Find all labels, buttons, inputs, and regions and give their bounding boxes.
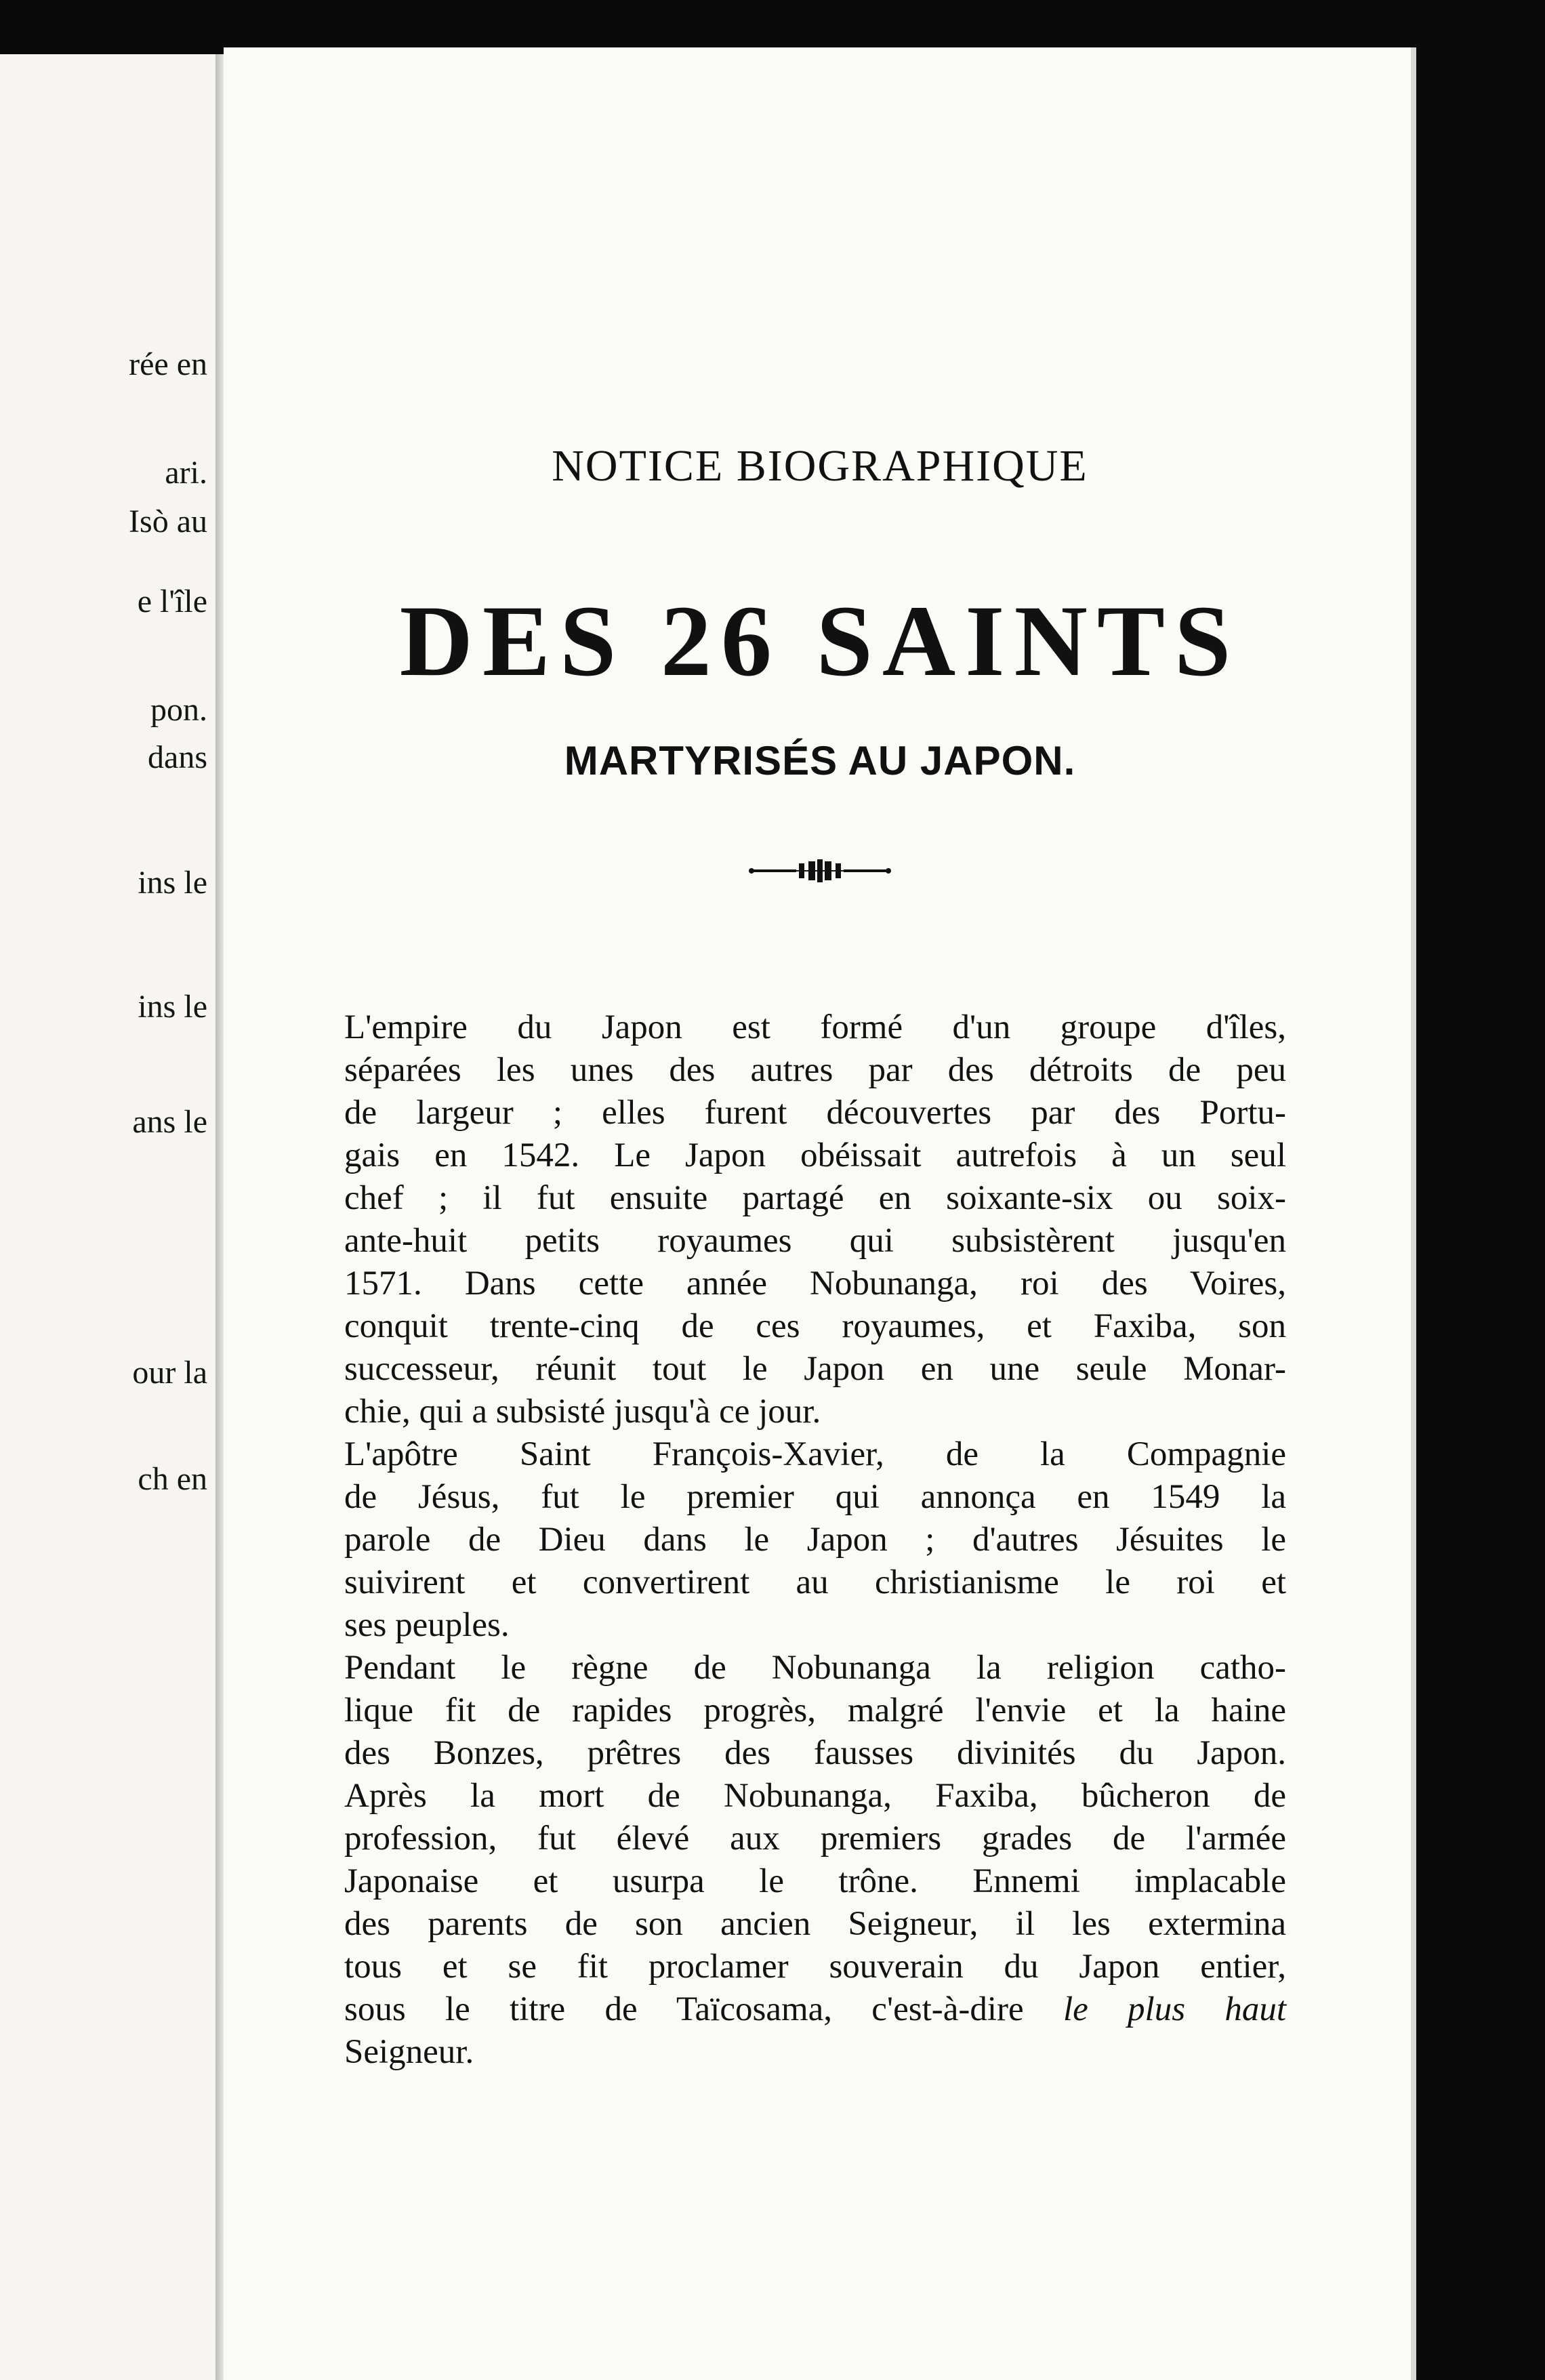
- text-line: Après la mort de Nobunanga, Faxiba, bûcheron de: [344, 1777, 1286, 1815]
- text-line: L'empire du Japon est formé d'un groupe d'îles,: [344, 1008, 1286, 1046]
- text-line: 1571. Dans cette année Nobunanga, roi des Voires,: [344, 1265, 1286, 1302]
- paragraph-2: [344, 1433, 1286, 1647]
- main-page: [224, 47, 1416, 2380]
- text-line: des parents de son ancien Seigneur, il les extermina: [344, 1905, 1286, 1943]
- ornament-divider-icon: [224, 859, 1416, 886]
- left-page-line: ari.: [165, 455, 207, 491]
- left-page-line: dans: [148, 739, 207, 775]
- paragraph-1: [344, 1006, 1286, 1433]
- text-line: des Bonzes, prêtres des fausses divinités du Japon.: [344, 1734, 1286, 1772]
- paragraph-3: [344, 1647, 1286, 2074]
- text-line: ante-huit petits royaumes qui subsistèrent jusqu'en: [344, 1222, 1286, 1260]
- left-page-line: ans le: [132, 1104, 207, 1140]
- text-line: conquit trente-cinq de ces royaumes, et Faxiba, son: [344, 1307, 1286, 1345]
- book-gutter: [215, 54, 224, 2380]
- text-line: parole de Dieu dans le Japon ; d'autres Jésuites le: [344, 1521, 1286, 1559]
- text-line: ses peuples.: [344, 1606, 510, 1644]
- text-line: Seigneur.: [344, 2033, 474, 2071]
- text-line: chie, qui a subsisté jusqu'à ce jour.: [344, 1393, 821, 1431]
- text-line: chef ; il fut ensuite partagé en soixante-six ou soix-: [344, 1179, 1286, 1217]
- left-page-line: rée en: [129, 346, 207, 382]
- text-line: lique fit de rapides progrès, malgré l'envie et la haine: [344, 1691, 1286, 1729]
- facing-page-fragment: [0, 54, 215, 2380]
- page-edge: [1411, 47, 1416, 2380]
- text-line: suivirent et convertirent au christianisme le roi et: [344, 1563, 1286, 1601]
- text-line: tous et se fit proclamer souverain du Japon entier,: [344, 1948, 1286, 1986]
- text-fragment: sous le titre de Taïcosama, c'est-à-dire: [344, 1990, 1024, 2028]
- text-line: Japonaise et usurpa le trône. Ennemi implacable: [344, 1862, 1286, 1900]
- body-text: [344, 1006, 1286, 2074]
- text-line: [344, 1988, 1286, 2031]
- left-page-line: ch en: [138, 1461, 207, 1497]
- text-line: profession, fut élevé aux premiers grades de l'armée: [344, 1820, 1286, 1858]
- text-line: de largeur ; elles furent découvertes par des Portu-: [344, 1094, 1286, 1132]
- text-line: gais en 1542. Le Japon obéissait autrefois à un seul: [344, 1136, 1286, 1174]
- left-page-line: ins le: [138, 865, 207, 901]
- left-page-line: ins le: [138, 989, 207, 1025]
- text-line: Pendant le règne de Nobunanga la religion catho-: [344, 1649, 1286, 1687]
- left-page-line: pon.: [150, 692, 207, 728]
- notice-heading: NOTICE BIOGRAPHIQUE: [552, 441, 1088, 491]
- text-line: de Jésus, fut le premier qui annonça en 1549 la: [344, 1478, 1286, 1516]
- text-line: séparées les unes des autres par des détroits de peu: [344, 1051, 1286, 1089]
- text-line: successeur, réunit tout le Japon en une seule Monar-: [344, 1350, 1286, 1388]
- main-title: DES 26 SAINTS: [399, 585, 1241, 697]
- italic-phrase: le plus haut: [1063, 1990, 1286, 2028]
- left-page-line: Isò au: [129, 504, 207, 539]
- left-page-line: e l'île: [137, 583, 207, 619]
- text-line: L'apôtre Saint François-Xavier, de la Compagnie: [344, 1435, 1286, 1473]
- subtitle: MARTYRISÉS AU JAPON.: [564, 738, 1076, 783]
- left-page-line: our la: [132, 1355, 207, 1391]
